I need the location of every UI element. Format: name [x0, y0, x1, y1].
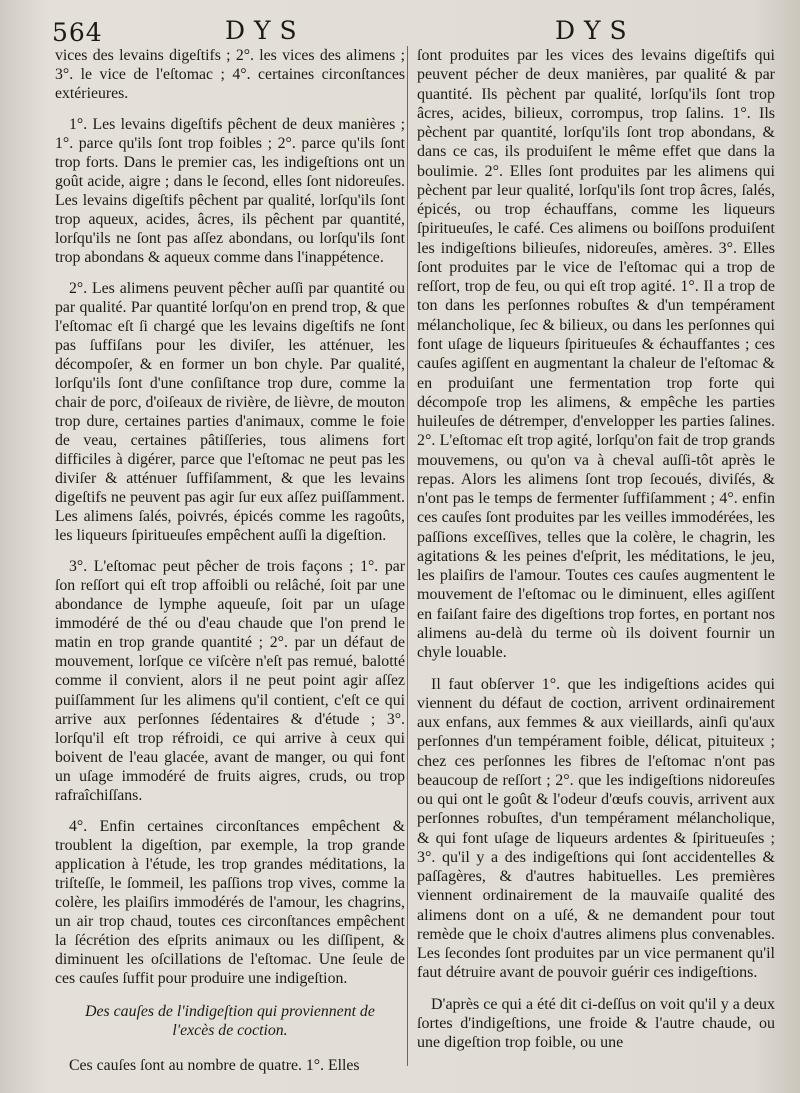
- paragraph: D'après ce qui a été dit ci-deſſus on voit qu'il y a deux ſortes d'indigeſtions, une froide & l'autre chaude, ou une digeſtion trop foible, ou une: [417, 995, 775, 1052]
- page-header: [0, 14, 800, 48]
- paragraph: 2°. Les alimens peuvent pêcher auſſi par quantité ou par qualité. Par quantité lorſqu'on en prend trop, & que l'eſtomac eſt ſi chargé que les levains digeſtifs ne ſont pas ſuffiſans pour les diviſer, les atténuer, les décompoſer, & en former un bon chyle. Par qualité, lorſqu'ils ſont d'une conſiſtance trop dure, comme la chair de porc, d'oiſeaux de rivière, de lièvre, de mouton trop dure, certaines parties d'animaux, comme le foie de veau, certaines pâtiſſeries, tous alimens fort difficiles à digérer, parce que l'eſtomac ne peut pas les diviſer & atténuer ſuffiſamment, & que les levains digeſtifs ne peuvent pas agir ſur eux aſſez puiſſamment. Les alimens ſalés, poivrés, épicés comme les ragoûts, les liqueurs ſpiritueuſes empêchent auſſi la digeſtion.: [55, 280, 405, 545]
- column-divider: [407, 46, 408, 1066]
- running-head-left: DYS: [225, 16, 306, 45]
- paragraph: Il faut obſerver 1°. que les indigeſtions acides qui viennent du défaut de coction, arrivent ordinairement aux enfans, aux femmes & aux vieillards, ainſi qu'aux perſonnes d'un tempérament foible, délicat, pituiteux ; chez ces perſonnes les fibres de l'eſtomac n'ont pas beaucoup de reſſort ; 2°. que les indigeſtions nidoreuſes ou qui ont le goût & l'odeur d'œufs couvis, arrivent aux perſonnes robuſtes, d'un tempérament mélancholique, & qui font uſage de liqueurs ardentes & ſpiritueuſes ; 3°. qu'il y a des indigeſtions qui ſont accidentelles & paſſagères, & d'autres habituelles. Les premières viennent ordinairement de la mauvaiſe qualité des alimens dont on a uſé, & ne demandent pour tout remède que le choix d'autres alimens plus convenables. Les ſecondes ſont produites par un vice permanent qu'il faut détruire avant de pouvoir guérir ces indigeſtions.: [417, 675, 775, 982]
- paragraph: 4°. Enfin certaines circonſtances empêchent & troublent la digeſtion, par exemple, la trop grande application à l'étude, les trop grandes méditations, la triſteſſe, le ſommeil, les paſſions trop vives, comme la colère, les plaiſirs immodérés de l'amour, les chagrins, un air trop chaud, toutes ces circonſtances empêchent la ſécrétion des eſprits animaux ou les diſſipent, & diminuent les oſcillations de l'eſtomac. Une ſeule de ces cauſes ſuffit pour produire une indigeſtion.: [55, 817, 405, 987]
- section-subtitle: Des cauſes de l'indigeſtion qui proviennent de l'excès de coction.: [85, 1002, 375, 1039]
- running-head-right: DYS: [555, 16, 636, 45]
- paragraph: vices des levains digeſtifs ; 2°. les vices des alimens ; 3°. le vice de l'eſtomac ; 4°. certaines circonſtances extérieures.: [55, 47, 405, 103]
- paragraph: ſont produites par les vices des levains digeſtifs qui peuvent pécher de deux manières, par qualité & par quantité. Ils pèchent par qualité, lorſqu'ils ſont trop âcres, acides, bilieux, corrompus, trop ſalins. 1°. Ils pèchent par quantité, lorſqu'ils ſont trop abondans, & dans ce cas, ils produiſent le même effet que dans la boulimie. 2°. Elles ſont produites par les alimens qui pèchent par leur qualité, lorſqu'ils ſont trop âcres, ſalés, épicés, ou trop échauffans, comme les liqueurs ſpiritueuſes, le café. Ces alimens ou boiſſons produiſent les indigeſtions bilieuſes, nidoreuſes, amères. 3°. Elles ſont produites par le vice de l'eſtomac qui a trop de reſſort, trop de feu, ou qui eſt trop agité. 1°. Il a trop de ton dans les perſonnes robuſtes & d'un tempérament mélancholique, ſec & bilieux, ou dans les perſonnes qui font uſage de liqueurs ſpiritueuſes & échauffantes ; ces cauſes agiſſent en augmentant la chaleur de l'eſtomac & en produiſant une fermentation trop forte qui décompoſe trop les alimens, & empêche les parties huileuſes de détremper, d'envelopper les parties ſalines. 2°. L'eſtomac eſt trop agité, lorſqu'on fait de trop grands mouvemens, ou qu'on va à cheval auſſi-tôt après le repas. Alors les alimens ſont trop ſecoués, diviſés, & n'ont pas le temps de fermenter ſuffiſamment ; 4°. enfin ces cauſes ſont produites par les veilles immodérées, les paſſions exceſſives, telles que la colère, le chagrin, les agitations & les peines d'eſprit, les méditations, le jeu, les plaiſirs de l'amour. Toutes ces cauſes augmentent le mouvement de l'eſtomac ou le diminuent, elles agiſſent en faiſant faire des digeſtions trop fortes, en portant nos alimens au-delà du terme où ils doivent fournir un chyle louable.: [417, 47, 775, 662]
- paragraph: Ces cauſes ſont au nombre de quatre. 1°. Elles: [69, 1056, 360, 1074]
- paragraph: 1°. Les levains digeſtifs pêchent de deux manières ; 1°. parce qu'ils ſont trop foibles ; 2°. parce qu'ils ſont trop forts. Dans le premier cas, les indigeſtions ont un goût acide, aigre ; dans le ſecond, elles ſont nidoreuſes. Les levains digeſtifs pêchent par qualité, lorſqu'ils ſont trop aqueux, acides, âcres, ils pêchent par quantité, lorſqu'ils ne ſont pas aſſez abondans, ou lorſqu'ils ſont trop abondans & aqueux comme dans l'inappétence.: [55, 116, 405, 267]
- paragraph: 3°. L'eſtomac peut pêcher de trois façons ; 1°. par ſon reſſort qui eſt trop affoibli ou relâché, ſoit par une abondance de lymphe aqueuſe, ſoit par un uſage immodéré de thé ou d'eau chaude que l'on prend le matin en trop grande quantité ; 2°. par un défaut de mouvement, lorſque ce viſcère n'eſt pas remué, balotté comme il convient, alors il ne peut point agir aſſez puiſſamment ſur les alimens qu'il contient, c'eſt ce qui arrive aux perſonnes ſédentaires & d'étude ; 3°. lorſqu'il eſt trop réfroidi, ce qui arrive à ceux qui boivent de l'eau glacée, avant de manger, ou qui font un uſage immodéré de fruits aigres, cruds, ou trop rafraîchiſſans.: [55, 558, 405, 804]
- left-column: [55, 46, 405, 1075]
- right-column: [417, 46, 775, 1053]
- page-number: 564: [52, 18, 103, 47]
